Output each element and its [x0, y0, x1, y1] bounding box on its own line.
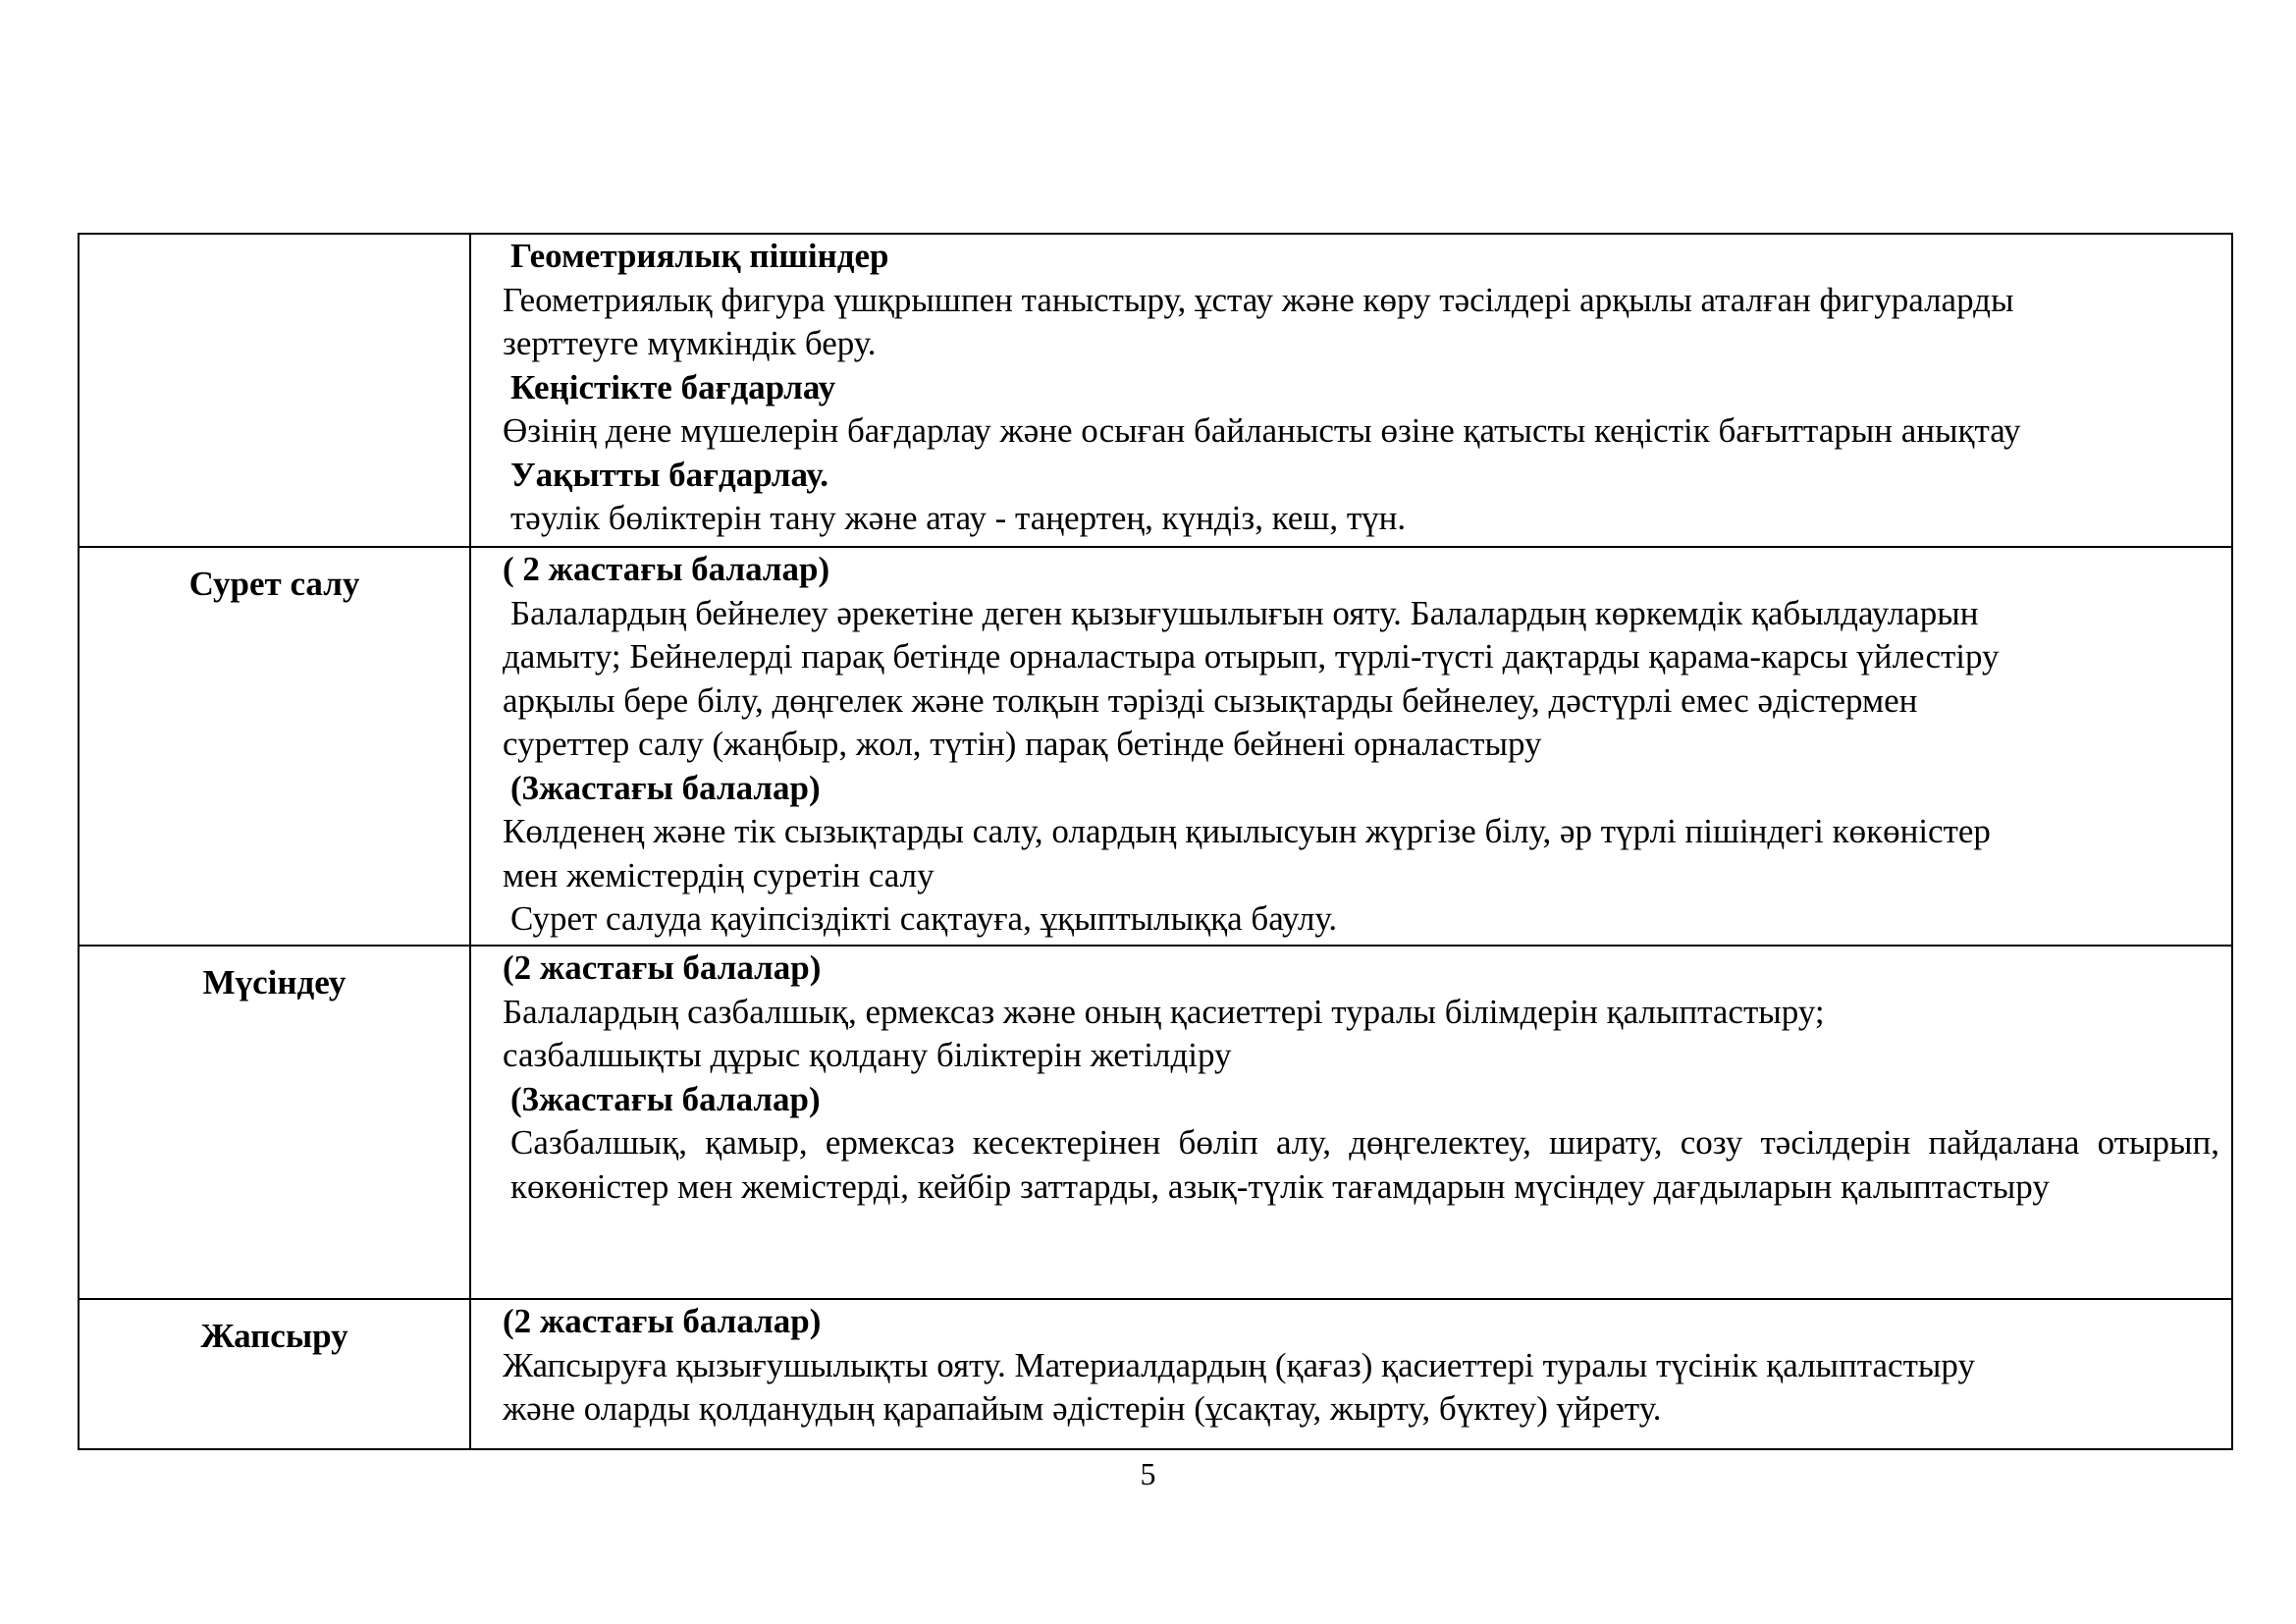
age-group-heading: (3жастағы балалар) — [510, 1079, 821, 1118]
content-line: зерттеуге мүмкіндік беру. — [503, 324, 877, 362]
content-line: дамыту; Бейнелерді парақ бетінде орналастыра отырып, түрлі-түсті дақтарды қарама-карсы үйлестіру — [503, 637, 2000, 676]
content-line: Өзінің дене мүшелерін бағдарлау және осыған байланысты өзіне қатысты кеңістік бағыттарын анықтау — [503, 411, 2021, 450]
content-paragraph: Сазбалшық, қамыр, ермексаз кесектерінен бөліп алу, дөңгелектеу, ширату, созу тәсілдерін пайдалана отырып, көкөністер мен жемістерді, кейбір заттарды, азық-түлік тағамдарын мүсіндеу дағдыларын қалыптастыру — [510, 1123, 2219, 1206]
row-label-cell — [79, 547, 470, 946]
row-label — [80, 235, 469, 249]
content-line: сазбалшықты дұрыс қолдану біліктерін жетілдіру — [503, 1036, 1232, 1074]
row-label: Жапсыру — [200, 1317, 348, 1355]
table-row — [79, 1299, 2232, 1449]
table-row — [79, 234, 2232, 547]
section-heading: Кеңістікте бағдарлау — [510, 367, 836, 406]
row-label-cell — [79, 1299, 470, 1449]
content-line: тәулік бөліктерін тану және атау - таңертең, күндіз, кеш, түн. — [510, 499, 1407, 537]
content-line: Жапсыруға қызығушылықты ояту. Материалдардың (қағаз) қасиеттері туралы түсінік қалыптастыру — [503, 1345, 1975, 1384]
row-content-cell — [470, 1299, 2232, 1449]
row-label: Мүсіндеу — [202, 963, 347, 1001]
age-group-heading: (2 жастағы балалар) — [503, 1302, 822, 1340]
content-line: мен жемістердің суретін салу — [503, 855, 934, 894]
row-content-cell — [470, 547, 2232, 946]
content-line: Сурет салуда қауіпсіздікті сақтауға, ұқыптылыққа баулу. — [510, 899, 1338, 938]
content-line: Балалардың сазбалшық, ермексаз және оның қасиеттері туралы білімдерін қалыптастыру; — [503, 992, 1825, 1031]
section-heading: Уақытты бағдарлау. — [510, 455, 828, 494]
age-group-heading: ( 2 жастағы балалар) — [503, 550, 830, 588]
content-line: Балалардың бейнелеу әрекетіне деген қызығушылығын ояту. Балалардың көркемдік қабылдауларын — [510, 593, 1979, 632]
age-group-heading: (2 жастағы балалар) — [503, 948, 822, 987]
content-line: және оларды қолданудың қарапайым әдістерін (ұсақтау, жырту, бүктеу) үйрету. — [503, 1389, 1662, 1428]
table-row — [79, 547, 2232, 946]
content-line: суреттер салу (жаңбыр, жол, түтін) парақ бетінде бейнені орналастыру — [503, 725, 1542, 763]
row-label: Сурет салу — [188, 565, 360, 603]
page-number: 5 — [1140, 1456, 1156, 1491]
row-content-cell — [470, 946, 2232, 1299]
content-line: Көлденең және тік сызықтарды салу, олардың қиылысуын жүргізе білу, әр түрлі пішіндегі көкөністер — [503, 812, 1991, 850]
content-line: арқылы бере білу, дөңгелек және толқын тәрізді сызықтарды бейнелеу, дәстүрлі емес әдістермен — [503, 680, 1918, 720]
row-label-cell — [79, 946, 470, 1299]
table-row — [79, 946, 2232, 1299]
section-heading: Геометриялық пішіндер — [510, 237, 889, 275]
content-line: Геометриялық фигура үшқрышпен таныстыру, ұстау және көру тәсілдері арқылы аталған фигураларды — [503, 280, 2014, 319]
curriculum-table — [78, 233, 2233, 1450]
row-label-cell — [79, 234, 470, 547]
row-content-cell — [470, 234, 2232, 547]
age-group-heading: (3жастағы балалар) — [510, 768, 821, 807]
